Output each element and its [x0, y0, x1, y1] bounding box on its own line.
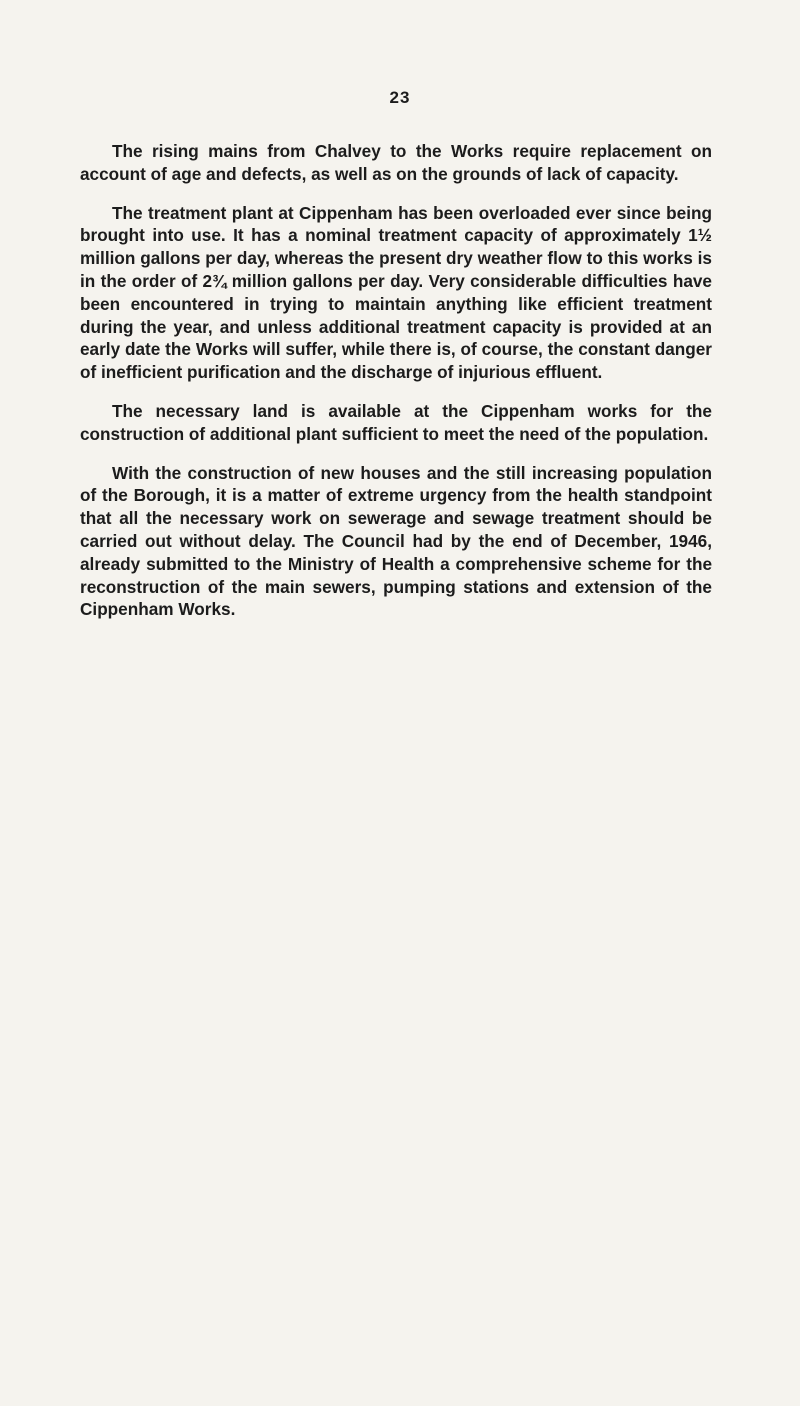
- page-number: 23: [389, 88, 411, 107]
- paragraph-treatment-plant: The treatment plant at Cippenham has been overloaded ever since being brought into use. It has a nominal treatment capacity of approximately 1½ million gallons per day, whereas the present dry weather flow to this works is in the order of 2¾ million gallons per day. Very considerable difficulties have been encountered in trying to maintain anything like efficient treatment during the year, and unless additional treatment capacity is provided at an early date the Works will suffer, while there is, of course, the constant danger of inefficient purification and the discharge of injurious effluent.: [80, 202, 712, 383]
- paragraph-rising-mains: The rising mains from Chalvey to the Works require replacement on account of age and defects, as well as on the grounds of lack of capacity.: [80, 141, 712, 184]
- paragraph-land-available: The necessary land is available at the Cippenham works for the construction of additional plant sufficient to meet the need of the population.: [80, 400, 712, 444]
- paragraph-construction-urgency: With the construction of new houses and the still increasing population of the Borough, it is a matter of extreme urgency from the health standpoint that all the necessary work on sewerage and sewage treatment should be carried out without delay. The Council had by the end of December, 1946, already submitted to the Ministry of Health a comprehensive scheme for the reconstruction of the main sewers, pumping stations and extension of the Cippenham Works.: [80, 462, 712, 620]
- body-text: [80, 140, 712, 637]
